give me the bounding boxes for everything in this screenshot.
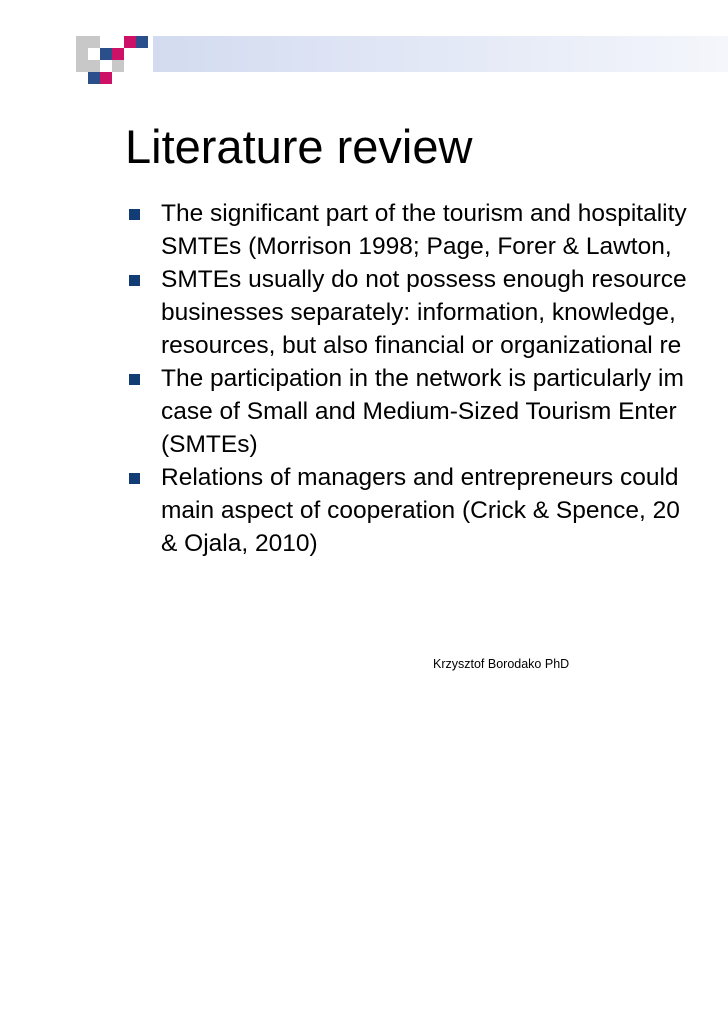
logo-square	[88, 72, 100, 84]
slide-footer-author: Krzysztof Borodako PhD	[433, 657, 570, 671]
logo-square	[76, 36, 88, 48]
logo-square	[124, 36, 136, 48]
bullet-line: SMTEs (Morrison 1998; Page, Forer & Lawton,	[161, 233, 672, 260]
square-bullet-icon	[129, 473, 140, 484]
logo-square	[136, 36, 148, 48]
bullet-line: case of Small and Medium-Sized Tourism Enter	[161, 398, 677, 425]
bullet-line: Relations of managers and entrepreneurs could	[161, 464, 679, 491]
bullet-line: The significant part of the tourism and hospitality	[161, 200, 687, 227]
logo-square	[88, 36, 100, 48]
bullet-line: The participation in the network is particularly im	[161, 365, 684, 392]
bullet-item	[125, 461, 728, 560]
bullet-line: (SMTEs)	[161, 431, 258, 458]
logo-square	[100, 72, 112, 84]
header-banner	[153, 36, 728, 72]
logo-square	[88, 60, 100, 72]
square-bullet-icon	[129, 374, 140, 385]
logo-square	[76, 48, 88, 60]
square-bullet-icon	[129, 275, 140, 286]
bullet-line: businesses separately: information, knowledge,	[161, 299, 676, 326]
slide-title: Literature review	[125, 120, 473, 173]
logo-square	[112, 48, 124, 60]
bullet-line: resources, but also financial or organizational re	[161, 332, 682, 359]
bullet-item	[125, 362, 728, 461]
bullet-line: & Ojala, 2010)	[161, 530, 318, 557]
logo-squares-icon	[0, 0, 160, 100]
bullet-item	[125, 263, 728, 362]
square-bullet-icon	[129, 209, 140, 220]
logo-square	[112, 60, 124, 72]
logo-square	[100, 48, 112, 60]
logo-square	[76, 60, 88, 72]
bullet-line: SMTEs usually do not possess enough resource	[161, 266, 687, 293]
bullet-list	[125, 197, 728, 560]
bullet-item	[125, 197, 728, 263]
bullet-line: main aspect of cooperation (Crick & Spence, 20	[161, 497, 680, 524]
